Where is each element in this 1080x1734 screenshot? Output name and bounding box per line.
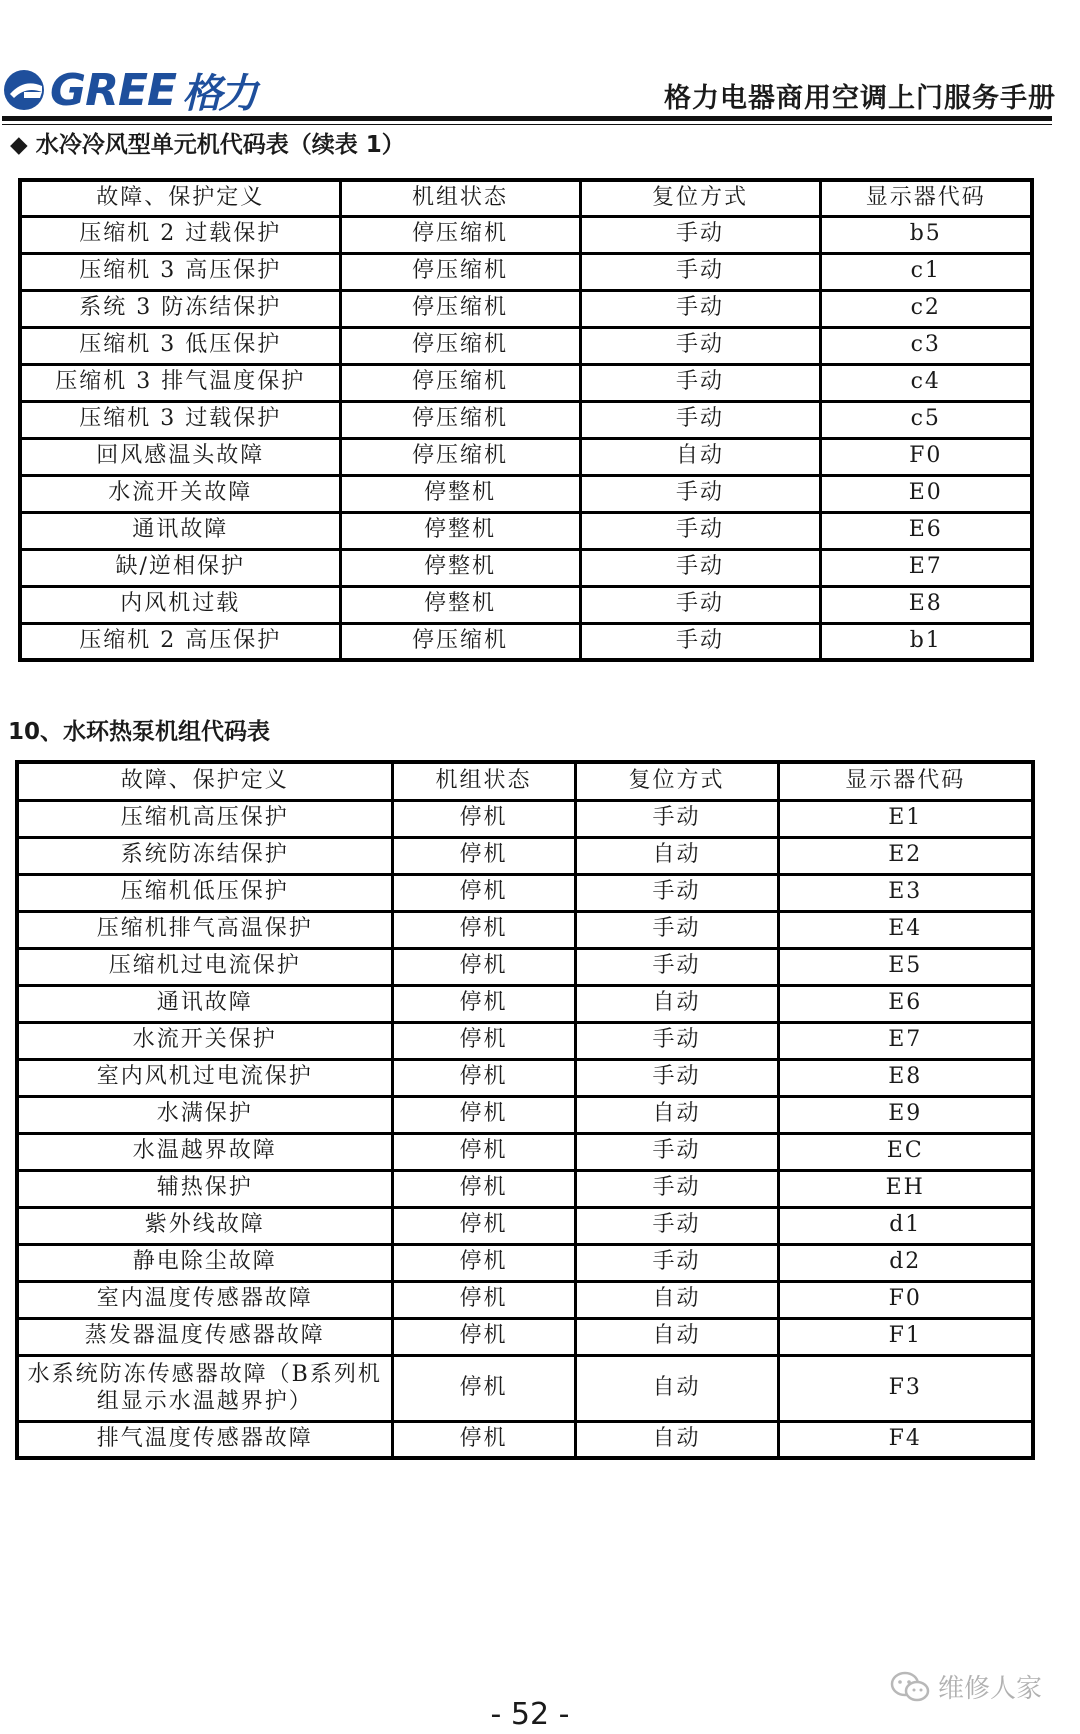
table-row bbox=[17, 1318, 1033, 1355]
fault-definition-cell: 辅热保护 bbox=[17, 1170, 392, 1207]
fault-definition-cell: 室内风机过电流保护 bbox=[17, 1059, 392, 1096]
table-row bbox=[20, 549, 1032, 586]
display-code-cell: c1 bbox=[820, 253, 1032, 290]
unit-status-cell: 停机 bbox=[392, 948, 575, 985]
unit-status-cell: 停机 bbox=[392, 1096, 575, 1133]
table-row bbox=[17, 1355, 1033, 1421]
reset-mode-cell: 手动 bbox=[575, 1244, 778, 1281]
table-row bbox=[20, 290, 1032, 327]
column-header: 复位方式 bbox=[580, 180, 820, 216]
table-row bbox=[17, 985, 1033, 1022]
table-row bbox=[17, 1170, 1033, 1207]
unit-status-cell: 停机 bbox=[392, 1170, 575, 1207]
column-header: 显示器代码 bbox=[820, 180, 1032, 216]
table-row bbox=[17, 1244, 1033, 1281]
unit-status-cell: 停机 bbox=[392, 1022, 575, 1059]
display-code-cell: c2 bbox=[820, 290, 1032, 327]
reset-mode-cell: 手动 bbox=[575, 911, 778, 948]
page-header bbox=[0, 62, 1080, 122]
reset-mode-cell: 自动 bbox=[575, 1096, 778, 1133]
reset-mode-cell: 自动 bbox=[575, 1355, 778, 1421]
unit-status-cell: 停压缩机 bbox=[340, 438, 580, 475]
code-table-water-loop-heat-pump bbox=[15, 760, 1035, 1460]
display-code-cell: c3 bbox=[820, 327, 1032, 364]
reset-mode-cell: 手动 bbox=[580, 364, 820, 401]
display-code-cell: d2 bbox=[778, 1244, 1033, 1281]
reset-mode-cell: 手动 bbox=[575, 1133, 778, 1170]
table-row bbox=[17, 874, 1033, 911]
unit-status-cell: 停机 bbox=[392, 1281, 575, 1318]
gree-emblem-icon bbox=[2, 68, 46, 112]
reset-mode-cell: 自动 bbox=[575, 985, 778, 1022]
display-code-cell: d1 bbox=[778, 1207, 1033, 1244]
display-code-cell: E6 bbox=[778, 985, 1033, 1022]
reset-mode-cell: 手动 bbox=[575, 1170, 778, 1207]
column-header: 显示器代码 bbox=[778, 762, 1033, 800]
table-row bbox=[17, 800, 1033, 837]
table-row bbox=[17, 948, 1033, 985]
table-row bbox=[17, 1133, 1033, 1170]
table-row bbox=[17, 1022, 1033, 1059]
section2-title: 10、水环热泵机组代码表 bbox=[8, 719, 271, 745]
fault-definition-cell: 压缩机 3 低压保护 bbox=[20, 327, 340, 364]
brand-name-en: GREE bbox=[50, 64, 177, 116]
brand-name-cn: 格力 bbox=[182, 69, 255, 117]
reset-mode-cell: 手动 bbox=[580, 290, 820, 327]
fault-definition-cell: 压缩机排气高温保护 bbox=[17, 911, 392, 948]
display-code-cell: EC bbox=[778, 1133, 1033, 1170]
display-code-cell: E6 bbox=[820, 512, 1032, 549]
reset-mode-cell: 手动 bbox=[580, 549, 820, 586]
unit-status-cell: 停机 bbox=[392, 985, 575, 1022]
unit-status-cell: 停机 bbox=[392, 1318, 575, 1355]
reset-mode-cell: 手动 bbox=[575, 874, 778, 911]
table-row bbox=[17, 1207, 1033, 1244]
manual-title: 格力电器商用空调上门服务手册 bbox=[664, 83, 1056, 114]
unit-status-cell: 停压缩机 bbox=[340, 401, 580, 438]
fault-definition-cell: 通讯故障 bbox=[17, 985, 392, 1022]
fault-definition-cell: 通讯故障 bbox=[20, 512, 340, 549]
fault-definition-cell: 压缩机 3 高压保护 bbox=[20, 253, 340, 290]
unit-status-cell: 停压缩机 bbox=[340, 290, 580, 327]
header-rule-thick bbox=[2, 116, 1052, 121]
table-row bbox=[20, 216, 1032, 253]
reset-mode-cell: 手动 bbox=[575, 948, 778, 985]
fault-definition-cell: 紫外线故障 bbox=[17, 1207, 392, 1244]
table-row bbox=[20, 401, 1032, 438]
fault-definition-cell: 水满保护 bbox=[17, 1096, 392, 1133]
fault-definition-cell: 压缩机 3 排气温度保护 bbox=[20, 364, 340, 401]
fault-definition-cell: 水温越界故障 bbox=[17, 1133, 392, 1170]
section1-title: ◆ 水冷冷风型单元机代码表（续表 1） bbox=[10, 132, 405, 158]
display-code-cell: E5 bbox=[778, 948, 1033, 985]
unit-status-cell: 停压缩机 bbox=[340, 364, 580, 401]
wechat-icon bbox=[890, 1671, 930, 1703]
fault-definition-cell: 系统防冻结保护 bbox=[17, 837, 392, 874]
fault-definition-cell: 压缩机 2 高压保护 bbox=[20, 623, 340, 660]
column-header: 机组状态 bbox=[392, 762, 575, 800]
unit-status-cell: 停机 bbox=[392, 837, 575, 874]
unit-status-cell: 停机 bbox=[392, 1421, 575, 1458]
watermark-text: 维修人家 bbox=[938, 1674, 1043, 1704]
unit-status-cell: 停整机 bbox=[340, 475, 580, 512]
display-code-cell: F4 bbox=[778, 1421, 1033, 1458]
display-code-cell: c4 bbox=[820, 364, 1032, 401]
fault-definition-cell: 静电除尘故障 bbox=[17, 1244, 392, 1281]
fault-definition-cell: 室内温度传感器故障 bbox=[17, 1281, 392, 1318]
column-header: 机组状态 bbox=[340, 180, 580, 216]
reset-mode-cell: 手动 bbox=[580, 586, 820, 623]
reset-mode-cell: 自动 bbox=[575, 1421, 778, 1458]
fault-definition-cell: 压缩机 3 过载保护 bbox=[20, 401, 340, 438]
code-table-water-cooled bbox=[18, 178, 1034, 662]
display-code-cell: E1 bbox=[778, 800, 1033, 837]
display-code-cell: E7 bbox=[820, 549, 1032, 586]
reset-mode-cell: 手动 bbox=[580, 401, 820, 438]
display-code-cell: b5 bbox=[820, 216, 1032, 253]
unit-status-cell: 停机 bbox=[392, 1355, 575, 1421]
display-code-cell: E8 bbox=[820, 586, 1032, 623]
page-number: - 52 - bbox=[490, 1697, 570, 1732]
fault-definition-cell: 系统 3 防冻结保护 bbox=[20, 290, 340, 327]
display-code-cell: F3 bbox=[778, 1355, 1033, 1421]
fault-definition-cell: 压缩机过电流保护 bbox=[17, 948, 392, 985]
display-code-cell: E9 bbox=[778, 1096, 1033, 1133]
unit-status-cell: 停机 bbox=[392, 800, 575, 837]
reset-mode-cell: 手动 bbox=[580, 327, 820, 364]
fault-definition-cell: 蒸发器温度传感器故障 bbox=[17, 1318, 392, 1355]
table-row bbox=[20, 253, 1032, 290]
fault-definition-cell: 水流开关故障 bbox=[20, 475, 340, 512]
reset-mode-cell: 手动 bbox=[575, 800, 778, 837]
fault-definition-cell: 缺/逆相保护 bbox=[20, 549, 340, 586]
unit-status-cell: 停机 bbox=[392, 1059, 575, 1096]
fault-definition-cell: 内风机过载 bbox=[20, 586, 340, 623]
display-code-cell: E8 bbox=[778, 1059, 1033, 1096]
display-code-cell: E3 bbox=[778, 874, 1033, 911]
reset-mode-cell: 手动 bbox=[580, 253, 820, 290]
unit-status-cell: 停压缩机 bbox=[340, 327, 580, 364]
display-code-cell: c5 bbox=[820, 401, 1032, 438]
fault-definition-cell: 水流开关保护 bbox=[17, 1022, 392, 1059]
unit-status-cell: 停整机 bbox=[340, 586, 580, 623]
column-header: 故障、保护定义 bbox=[20, 180, 340, 216]
table-row bbox=[17, 1281, 1033, 1318]
table-row bbox=[20, 512, 1032, 549]
unit-status-cell: 停机 bbox=[392, 911, 575, 948]
unit-status-cell: 停机 bbox=[392, 1207, 575, 1244]
table-row bbox=[20, 623, 1032, 660]
display-code-cell: E7 bbox=[778, 1022, 1033, 1059]
table-row bbox=[20, 438, 1032, 475]
display-code-cell: F0 bbox=[820, 438, 1032, 475]
fault-definition-cell: 回风感温头故障 bbox=[20, 438, 340, 475]
fault-definition-cell: 排气温度传感器故障 bbox=[17, 1421, 392, 1458]
table-row bbox=[20, 327, 1032, 364]
table-row bbox=[17, 1421, 1033, 1458]
table-row bbox=[20, 364, 1032, 401]
gree-logo bbox=[2, 64, 254, 116]
reset-mode-cell: 手动 bbox=[575, 1207, 778, 1244]
watermark bbox=[890, 1668, 1042, 1705]
unit-status-cell: 停机 bbox=[392, 1244, 575, 1281]
unit-status-cell: 停整机 bbox=[340, 549, 580, 586]
display-code-cell: F0 bbox=[778, 1281, 1033, 1318]
reset-mode-cell: 手动 bbox=[580, 512, 820, 549]
display-code-cell: E2 bbox=[778, 837, 1033, 874]
reset-mode-cell: 手动 bbox=[580, 216, 820, 253]
reset-mode-cell: 自动 bbox=[575, 837, 778, 874]
display-code-cell: b1 bbox=[820, 623, 1032, 660]
column-header: 复位方式 bbox=[575, 762, 778, 800]
column-header: 故障、保护定义 bbox=[17, 762, 392, 800]
table-row bbox=[17, 837, 1033, 874]
table-row bbox=[20, 475, 1032, 512]
table-row bbox=[17, 1059, 1033, 1096]
header-rule-thin bbox=[2, 124, 1052, 125]
table-row bbox=[17, 1096, 1033, 1133]
unit-status-cell: 停压缩机 bbox=[340, 216, 580, 253]
display-code-cell: E4 bbox=[778, 911, 1033, 948]
reset-mode-cell: 自动 bbox=[575, 1318, 778, 1355]
fault-definition-cell: 压缩机高压保护 bbox=[17, 800, 392, 837]
unit-status-cell: 停机 bbox=[392, 874, 575, 911]
table-header-row bbox=[20, 180, 1032, 216]
fault-definition-cell: 压缩机 2 过载保护 bbox=[20, 216, 340, 253]
unit-status-cell: 停压缩机 bbox=[340, 623, 580, 660]
table-header-row bbox=[17, 762, 1033, 800]
table-row bbox=[17, 911, 1033, 948]
fault-definition-cell: 压缩机低压保护 bbox=[17, 874, 392, 911]
reset-mode-cell: 自动 bbox=[575, 1281, 778, 1318]
display-code-cell: E0 bbox=[820, 475, 1032, 512]
reset-mode-cell: 手动 bbox=[575, 1059, 778, 1096]
unit-status-cell: 停整机 bbox=[340, 512, 580, 549]
fault-definition-cell: 水系统防冻传感器故障（B系列机组显示水温越界护） bbox=[17, 1355, 392, 1421]
unit-status-cell: 停压缩机 bbox=[340, 253, 580, 290]
table-row bbox=[20, 586, 1032, 623]
reset-mode-cell: 手动 bbox=[580, 475, 820, 512]
display-code-cell: EH bbox=[778, 1170, 1033, 1207]
reset-mode-cell: 手动 bbox=[575, 1022, 778, 1059]
reset-mode-cell: 自动 bbox=[580, 438, 820, 475]
unit-status-cell: 停机 bbox=[392, 1133, 575, 1170]
reset-mode-cell: 手动 bbox=[580, 623, 820, 660]
display-code-cell: F1 bbox=[778, 1318, 1033, 1355]
